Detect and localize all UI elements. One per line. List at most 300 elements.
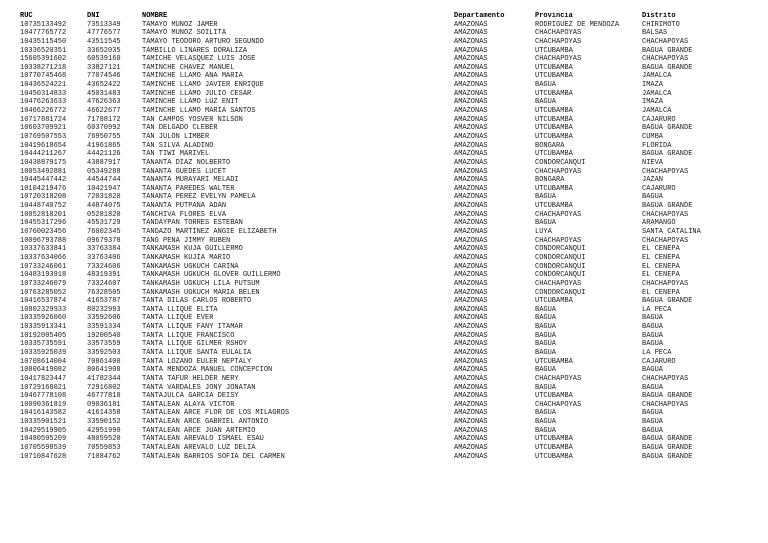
table-row bbox=[0, 271, 768, 280]
cell-provincia: BAGUA bbox=[535, 98, 557, 107]
cell-distrito: IMAZA bbox=[642, 98, 664, 107]
table-row bbox=[0, 444, 768, 453]
cell-nombre: TANTA LLIQUE EVER bbox=[142, 314, 214, 323]
cell-nombre: TAMINCHE LLAMO ANA MARIA bbox=[142, 72, 243, 81]
cell-dni: 60539160 bbox=[87, 55, 121, 64]
cell-provincia: UTCUBAMBA bbox=[535, 89, 573, 98]
cell-departamento: AMAZONAS bbox=[454, 115, 488, 124]
cell-ruc: 15605391602 bbox=[20, 55, 67, 64]
cell-nombre: TANTA DILAS CARLOS ROBERTO bbox=[142, 297, 252, 306]
cell-departamento: AMAZONAS bbox=[454, 29, 488, 38]
cell-dni: 71084762 bbox=[87, 452, 121, 461]
cell-distrito: CHACHAPOYAS bbox=[642, 400, 689, 409]
cell-ruc: 10053492881 bbox=[20, 167, 67, 176]
cell-nombre: TANTA LLIQUE ELITA bbox=[142, 305, 218, 314]
cell-departamento: AMAZONAS bbox=[454, 107, 488, 116]
cell-distrito: SANTA CATALINA bbox=[642, 228, 701, 237]
cell-dni: 33652035 bbox=[87, 46, 121, 55]
cell-ruc: 10444211267 bbox=[20, 150, 67, 159]
cell-nombre: TANTA LLIQUE FANY ITAMAR bbox=[142, 323, 243, 332]
cell-distrito: ARAMANGO bbox=[642, 219, 676, 228]
cell-ruc: 10192005405 bbox=[20, 331, 67, 340]
table-row bbox=[0, 297, 768, 306]
cell-distrito: CAJARURO bbox=[642, 184, 676, 193]
cell-provincia: BAGUA bbox=[535, 314, 557, 323]
cell-nombre: TANKAMASH UGKUCH GLOVER GUILLERMO bbox=[142, 271, 281, 280]
cell-distrito: BAGUA GRANDE bbox=[642, 202, 693, 211]
cell-departamento: AMAZONAS bbox=[454, 245, 488, 254]
cell-distrito: BAGUA bbox=[642, 409, 664, 418]
cell-departamento: AMAZONAS bbox=[454, 444, 488, 453]
table-row bbox=[0, 211, 768, 220]
cell-ruc: 10467778108 bbox=[20, 392, 67, 401]
table-row bbox=[0, 202, 768, 211]
table-row bbox=[0, 375, 768, 384]
cell-distrito: EL CENEPA bbox=[642, 253, 680, 262]
cell-dni: 44421126 bbox=[87, 150, 121, 159]
cell-provincia: UTCUBAMBA bbox=[535, 392, 573, 401]
table-row bbox=[0, 401, 768, 410]
cell-provincia: UTCUBAMBA bbox=[535, 357, 573, 366]
cell-dni: 41961865 bbox=[87, 141, 121, 150]
cell-provincia: BAGUA bbox=[535, 331, 557, 340]
cell-dni: 33591334 bbox=[87, 323, 121, 332]
cell-departamento: AMAZONAS bbox=[454, 193, 488, 202]
cell-distrito: CUMBA bbox=[642, 132, 664, 141]
cell-provincia: UTCUBAMBA bbox=[535, 132, 573, 141]
table-row bbox=[0, 64, 768, 73]
cell-departamento: AMAZONAS bbox=[454, 158, 488, 167]
cell-ruc: 10466226772 bbox=[20, 107, 67, 116]
cell-nombre: TANTA TAFUR HELDER NERY bbox=[142, 374, 239, 383]
cell-provincia: BAGUA bbox=[535, 418, 557, 427]
cell-dni: 33592503 bbox=[87, 348, 121, 357]
cell-ruc: 10429519905 bbox=[20, 426, 67, 435]
cell-dni: 70559853 bbox=[87, 444, 121, 453]
cell-dni: 46622677 bbox=[87, 107, 121, 116]
cell-dni: 10421947 bbox=[87, 184, 121, 193]
cell-provincia: BAGUA bbox=[535, 426, 557, 435]
table-row bbox=[0, 453, 768, 462]
cell-nombre: TANTA LLIQUE FRANCISCO bbox=[142, 331, 235, 340]
cell-ruc: 10096793788 bbox=[20, 236, 67, 245]
cell-distrito: BAGUA bbox=[642, 426, 664, 435]
cell-distrito: EL CENEPA bbox=[642, 245, 680, 254]
cell-dni: 19200540 bbox=[87, 331, 121, 340]
cell-ruc: 10733246079 bbox=[20, 279, 67, 288]
cell-provincia: CONDORCANQUI bbox=[535, 253, 586, 262]
table-row bbox=[0, 150, 768, 159]
cell-dni: 33827121 bbox=[87, 63, 121, 72]
cell-nombre: TAMINCHE LLAMO JULIO CESAR bbox=[142, 89, 252, 98]
cell-dni: 05281820 bbox=[87, 210, 121, 219]
cell-distrito: JAZAN bbox=[642, 176, 664, 185]
cell-dni: 72916802 bbox=[87, 383, 121, 392]
table-row bbox=[0, 193, 768, 202]
column-header-distrito: Distrito bbox=[642, 12, 676, 20]
cell-nombre: TANANTA PUTPAÑA ADAN bbox=[142, 202, 227, 211]
table-row bbox=[0, 29, 768, 38]
cell-nombre: TANTA MENDOZA MANUEL CONCEPCION bbox=[142, 366, 273, 375]
cell-ruc: 10603709921 bbox=[20, 124, 67, 133]
cell-nombre: TANKAMASH KUJIA MARIO bbox=[142, 253, 231, 262]
cell-dni: 33573559 bbox=[87, 340, 121, 349]
cell-dni: 33592606 bbox=[87, 314, 121, 323]
cell-departamento: AMAZONAS bbox=[454, 150, 488, 159]
cell-nombre: TAN CAMPOS YOSVER NILSON bbox=[142, 115, 243, 124]
cell-departamento: AMAZONAS bbox=[454, 279, 488, 288]
table-row bbox=[0, 228, 768, 237]
cell-departamento: AMAZONAS bbox=[454, 37, 488, 46]
cell-distrito: BAGUA GRANDE bbox=[642, 297, 693, 306]
cell-dni: 80641908 bbox=[87, 366, 121, 375]
cell-dni: 05349288 bbox=[87, 167, 121, 176]
cell-ruc: 10720318208 bbox=[20, 193, 67, 202]
cell-ruc: 10416143582 bbox=[20, 409, 67, 418]
cell-provincia: UTCUBAMBA bbox=[535, 150, 573, 159]
cell-provincia: BAGUA bbox=[535, 366, 557, 375]
cell-provincia: UTCUBAMBA bbox=[535, 452, 573, 461]
cell-distrito: BAGUA bbox=[642, 340, 664, 349]
table-header-row bbox=[0, 12, 768, 21]
cell-dni: 48319391 bbox=[87, 271, 121, 280]
cell-departamento: AMAZONAS bbox=[454, 323, 488, 332]
cell-provincia: CONDORCANQUI bbox=[535, 262, 586, 271]
column-header-provincia: Provincia bbox=[535, 12, 573, 20]
cell-nombre: TANCHIVA FLORES ELVA bbox=[142, 210, 227, 219]
cell-provincia: UTCUBAMBA bbox=[535, 107, 573, 116]
cell-nombre: TANTA VARDALES JONY JONATAN bbox=[142, 383, 256, 392]
cell-nombre: TAMINCHE LLAMO LUZ ENIT bbox=[142, 98, 239, 107]
cell-departamento: AMAZONAS bbox=[454, 219, 488, 228]
cell-ruc: 10338271218 bbox=[20, 63, 67, 72]
cell-departamento: AMAZONAS bbox=[454, 202, 488, 211]
cell-distrito: BAGUA GRANDE bbox=[642, 392, 693, 401]
cell-departamento: AMAZONAS bbox=[454, 366, 488, 375]
cell-ruc: 10090361819 bbox=[20, 400, 67, 409]
taxpayer-table bbox=[0, 12, 768, 461]
cell-nombre: TANANTA PEREZ EVELYN PAMELA bbox=[142, 193, 256, 202]
table-row bbox=[0, 124, 768, 133]
cell-nombre: TANDAZO MARTINEZ ANGIE ELIZABETH bbox=[142, 228, 277, 237]
cell-provincia: BAGUA bbox=[535, 323, 557, 332]
cell-ruc: 10710847628 bbox=[20, 452, 67, 461]
cell-provincia: BAGUA bbox=[535, 340, 557, 349]
table-row bbox=[0, 55, 768, 64]
cell-provincia: CHACHAPOYAS bbox=[535, 236, 582, 245]
cell-departamento: AMAZONAS bbox=[454, 20, 488, 29]
cell-distrito: BAGUA GRANDE bbox=[642, 124, 693, 133]
cell-nombre: TAMINCHE LLAMO MARÍA SANTOS bbox=[142, 107, 256, 116]
cell-nombre: TAMAYO MUÑOZ SOILITA bbox=[142, 29, 227, 38]
table-row bbox=[0, 38, 768, 47]
cell-nombre: TANTAJULCA GARCIA DEISY bbox=[142, 392, 239, 401]
cell-ruc: 10450314833 bbox=[20, 89, 67, 98]
cell-dni: 46777810 bbox=[87, 392, 121, 401]
cell-dni: 09036181 bbox=[87, 400, 121, 409]
cell-dni: 47776577 bbox=[87, 29, 121, 38]
cell-ruc: 10052818201 bbox=[20, 210, 67, 219]
cell-dni: 73324606 bbox=[87, 262, 121, 271]
cell-distrito: LA PECA bbox=[642, 348, 672, 357]
cell-departamento: AMAZONAS bbox=[454, 383, 488, 392]
cell-departamento: AMAZONAS bbox=[454, 314, 488, 323]
cell-ruc: 10770745468 bbox=[20, 72, 67, 81]
cell-dni: 44874075 bbox=[87, 202, 121, 211]
table-row bbox=[0, 358, 768, 367]
table-row bbox=[0, 349, 768, 358]
cell-departamento: AMAZONAS bbox=[454, 331, 488, 340]
cell-dni: 60370992 bbox=[87, 124, 121, 133]
cell-dni: 43652422 bbox=[87, 81, 121, 90]
cell-dni: 44544744 bbox=[87, 176, 121, 185]
cell-provincia: CHACHAPOYAS bbox=[535, 400, 582, 409]
cell-ruc: 10445447442 bbox=[20, 176, 67, 185]
cell-nombre: TAMICHE VELASQUEZ LUIS JOSE bbox=[142, 55, 256, 64]
cell-distrito: BAGUA GRANDE bbox=[642, 444, 693, 453]
cell-nombre: TANANTA MURAYARI MELADI bbox=[142, 176, 239, 185]
cell-provincia: CONDORCANQUI bbox=[535, 271, 586, 280]
table-row bbox=[0, 323, 768, 332]
cell-dni: 47626363 bbox=[87, 98, 121, 107]
cell-provincia: CHACHAPOYAS bbox=[535, 167, 582, 176]
cell-distrito: EL CENEPA bbox=[642, 271, 680, 280]
cell-provincia: BAGUA bbox=[535, 383, 557, 392]
cell-dni: 73324607 bbox=[87, 279, 121, 288]
table-row bbox=[0, 280, 768, 289]
cell-dni: 71788172 bbox=[87, 115, 121, 124]
cell-dni: 09679378 bbox=[87, 236, 121, 245]
cell-departamento: AMAZONAS bbox=[454, 409, 488, 418]
table-row bbox=[0, 427, 768, 436]
cell-provincia: CHACHAPOYAS bbox=[535, 279, 582, 288]
cell-ruc: 10335913341 bbox=[20, 323, 67, 332]
cell-distrito: CHIRIMOTO bbox=[642, 20, 680, 29]
cell-ruc: 10708614004 bbox=[20, 357, 67, 366]
cell-departamento: AMAZONAS bbox=[454, 141, 488, 150]
cell-distrito: BAGUA bbox=[642, 314, 664, 323]
cell-provincia: UTCUBAMBA bbox=[535, 63, 573, 72]
cell-departamento: AMAZONAS bbox=[454, 271, 488, 280]
cell-provincia: CONDORCANQUI bbox=[535, 288, 586, 297]
cell-ruc: 10419618654 bbox=[20, 141, 67, 150]
cell-departamento: AMAZONAS bbox=[454, 89, 488, 98]
cell-departamento: AMAZONAS bbox=[454, 357, 488, 366]
cell-ruc: 10104219476 bbox=[20, 184, 67, 193]
cell-nombre: TAMAYO MUÑOZ JAMER bbox=[142, 20, 218, 29]
cell-distrito: BAGUA bbox=[642, 418, 664, 427]
table-row bbox=[0, 168, 768, 177]
cell-ruc: 10802329933 bbox=[20, 305, 67, 314]
cell-distrito: LA PECA bbox=[642, 305, 672, 314]
table-row bbox=[0, 409, 768, 418]
cell-departamento: AMAZONAS bbox=[454, 63, 488, 72]
table-row bbox=[0, 237, 768, 246]
cell-ruc: 10705598539 bbox=[20, 444, 67, 453]
cell-departamento: AMAZONAS bbox=[454, 340, 488, 349]
cell-dni: 70861400 bbox=[87, 357, 121, 366]
cell-dni: 48059520 bbox=[87, 435, 121, 444]
table-row bbox=[0, 21, 768, 30]
cell-departamento: AMAZONAS bbox=[454, 167, 488, 176]
table-row bbox=[0, 306, 768, 315]
cell-dni: 45531729 bbox=[87, 219, 121, 228]
cell-dni: 45031483 bbox=[87, 89, 121, 98]
cell-provincia: CHACHAPOYAS bbox=[535, 55, 582, 64]
cell-provincia: UTCUBAMBA bbox=[535, 184, 573, 193]
cell-dni: 33763384 bbox=[87, 245, 121, 254]
cell-ruc: 10417823447 bbox=[20, 374, 67, 383]
cell-distrito: CHACHAPOYAS bbox=[642, 167, 689, 176]
table-row bbox=[0, 435, 768, 444]
table-row bbox=[0, 159, 768, 168]
column-header-nombre: NOMBRE bbox=[142, 12, 168, 20]
cell-distrito: IMAZA bbox=[642, 81, 664, 90]
cell-dni: 73513349 bbox=[87, 20, 121, 29]
cell-ruc: 10336520351 bbox=[20, 46, 67, 55]
table-row bbox=[0, 142, 768, 151]
table-row bbox=[0, 418, 768, 427]
cell-ruc: 10806419082 bbox=[20, 366, 67, 375]
cell-distrito: CHACHAPOYAS bbox=[642, 236, 689, 245]
cell-ruc: 10483193918 bbox=[20, 271, 67, 280]
table-row bbox=[0, 107, 768, 116]
table-row bbox=[0, 116, 768, 125]
cell-provincia: BAGUA bbox=[535, 348, 557, 357]
cell-dni: 43511545 bbox=[87, 37, 121, 46]
cell-dni: 33763406 bbox=[87, 253, 121, 262]
cell-dni: 76328505 bbox=[87, 288, 121, 297]
cell-distrito: CHACHAPOYAS bbox=[642, 55, 689, 64]
cell-ruc: 10733246061 bbox=[20, 262, 67, 271]
cell-ruc: 10335926060 bbox=[20, 314, 67, 323]
cell-distrito: JAMALCA bbox=[642, 89, 672, 98]
cell-provincia: CHACHAPOYAS bbox=[535, 37, 582, 46]
cell-ruc: 10717881724 bbox=[20, 115, 67, 124]
cell-distrito: EL CENEPA bbox=[642, 288, 680, 297]
cell-distrito: CHACHAPOYAS bbox=[642, 210, 689, 219]
cell-nombre: TANKAMASH UGKUCH CARINA bbox=[142, 262, 239, 271]
cell-departamento: AMAZONAS bbox=[454, 297, 488, 306]
cell-ruc: 10335735591 bbox=[20, 340, 67, 349]
cell-departamento: AMAZONAS bbox=[454, 228, 488, 237]
cell-dni: 43887917 bbox=[87, 158, 121, 167]
cell-distrito: CAJARURO bbox=[642, 115, 676, 124]
table-row bbox=[0, 245, 768, 254]
cell-distrito: BAGUA bbox=[642, 193, 664, 202]
cell-provincia: BAGUA bbox=[535, 81, 557, 90]
cell-distrito: JAMALCA bbox=[642, 107, 672, 116]
cell-departamento: AMAZONAS bbox=[454, 210, 488, 219]
column-header-dni: DNI bbox=[87, 12, 100, 20]
cell-ruc: 10337634066 bbox=[20, 253, 67, 262]
cell-ruc: 10416537874 bbox=[20, 297, 67, 306]
cell-distrito: CHACHAPOYAS bbox=[642, 374, 689, 383]
cell-provincia: BAGUA bbox=[535, 193, 557, 202]
cell-provincia: CHACHAPOYAS bbox=[535, 29, 582, 38]
cell-nombre: TANKAMASH KUJA GUILLERMO bbox=[142, 245, 243, 254]
cell-nombre: TANTALEAN ARCE GABRIEL ANTONIO bbox=[142, 418, 269, 427]
cell-nombre: TAN TIWI MARIVEL bbox=[142, 150, 210, 159]
cell-nombre: TANTALEAN ALAYA VICTOR bbox=[142, 400, 235, 409]
cell-nombre: TANTA LLIQUE GILMER RSHOY bbox=[142, 340, 248, 349]
cell-provincia: CHACHAPOYAS bbox=[535, 374, 582, 383]
table-row bbox=[0, 392, 768, 401]
cell-departamento: AMAZONAS bbox=[454, 46, 488, 55]
cell-distrito: BAGUA bbox=[642, 366, 664, 375]
cell-departamento: AMAZONAS bbox=[454, 426, 488, 435]
cell-ruc: 10435115450 bbox=[20, 37, 67, 46]
cell-distrito: BAGUA bbox=[642, 331, 664, 340]
table-row bbox=[0, 72, 768, 81]
cell-dni: 72031820 bbox=[87, 193, 121, 202]
table-row bbox=[0, 176, 768, 185]
table-row bbox=[0, 263, 768, 272]
cell-provincia: LUYA bbox=[535, 228, 552, 237]
cell-nombre: TANTALEAN AREVALO ISMAEL ESAU bbox=[142, 435, 264, 444]
cell-provincia: BONGARA bbox=[535, 176, 565, 185]
cell-nombre: TAMINCHE CHAVEZ MANUEL bbox=[142, 63, 235, 72]
cell-provincia: CHACHAPOYAS bbox=[535, 210, 582, 219]
cell-provincia: UTCUBAMBA bbox=[535, 72, 573, 81]
table-row bbox=[0, 133, 768, 142]
table-row bbox=[0, 366, 768, 375]
cell-dni: 76002345 bbox=[87, 228, 121, 237]
cell-departamento: AMAZONAS bbox=[454, 124, 488, 133]
cell-nombre: TANKAMASH UGKUCH MARIA BELEN bbox=[142, 288, 260, 297]
cell-dni: 77074546 bbox=[87, 72, 121, 81]
table-row bbox=[0, 47, 768, 56]
cell-distrito: JAMALCA bbox=[642, 72, 672, 81]
cell-departamento: AMAZONAS bbox=[454, 55, 488, 64]
cell-departamento: AMAZONAS bbox=[454, 288, 488, 297]
cell-nombre: TAN JULON LIMBER bbox=[142, 132, 210, 141]
cell-distrito: BAGUA bbox=[642, 323, 664, 332]
cell-departamento: AMAZONAS bbox=[454, 305, 488, 314]
cell-nombre: TAMAYO TEODORO ARTURO SEGUNDO bbox=[142, 37, 264, 46]
cell-ruc: 10436524221 bbox=[20, 81, 67, 90]
cell-ruc: 10760023456 bbox=[20, 228, 67, 237]
cell-departamento: AMAZONAS bbox=[454, 72, 488, 81]
cell-nombre: TANDAYPAN TORRES ESTEBAN bbox=[142, 219, 243, 228]
column-header-ruc: RUC bbox=[20, 12, 33, 20]
cell-ruc: 10763285052 bbox=[20, 288, 67, 297]
cell-ruc: 10335901521 bbox=[20, 418, 67, 427]
cell-nombre: TAMBILLO LINARES DORALIZA bbox=[142, 46, 248, 55]
cell-provincia: BAGUA bbox=[535, 305, 557, 314]
cell-provincia: BAGUA bbox=[535, 219, 557, 228]
cell-nombre: TANTALEAN BARRIOS SOFIA DEL CARMEN bbox=[142, 452, 285, 461]
cell-ruc: 10438879175 bbox=[20, 158, 67, 167]
cell-departamento: AMAZONAS bbox=[454, 374, 488, 383]
cell-distrito: CHACHAPOYAS bbox=[642, 279, 689, 288]
table-row bbox=[0, 254, 768, 263]
cell-dni: 41782344 bbox=[87, 374, 121, 383]
table-row bbox=[0, 185, 768, 194]
cell-distrito: BAGUA GRANDE bbox=[642, 63, 693, 72]
cell-distrito: BAGUA bbox=[642, 383, 664, 392]
table-body bbox=[0, 21, 768, 462]
table-row bbox=[0, 219, 768, 228]
cell-departamento: AMAZONAS bbox=[454, 392, 488, 401]
cell-nombre: TAMINCHE LLAMO JAVIER ENRIQUE bbox=[142, 81, 264, 90]
cell-provincia: CONDORCANQUI bbox=[535, 158, 586, 167]
cell-provincia: UTCUBAMBA bbox=[535, 124, 573, 133]
table-row bbox=[0, 98, 768, 107]
cell-nombre: TAN SILVA ALADINO bbox=[142, 141, 214, 150]
cell-ruc: 10455317296 bbox=[20, 219, 67, 228]
cell-dni: 42951990 bbox=[87, 426, 121, 435]
